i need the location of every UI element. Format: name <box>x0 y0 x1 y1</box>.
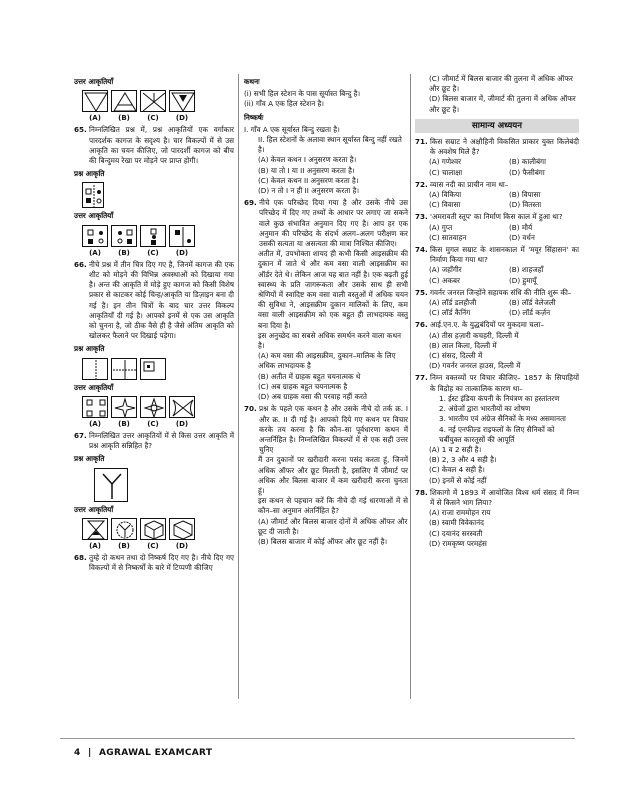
question-72: 72. व्यास नदी का प्राचीन नाम था– <box>415 179 509 189</box>
section-title: सामान्य अध्ययन <box>415 119 579 133</box>
options-73-row2 <box>415 233 579 243</box>
fig-triangle-d <box>169 90 195 112</box>
q65-labels: (A) (B) (C) (D) <box>89 248 189 257</box>
option-73-d[interactable]: (D) वर्धन <box>509 232 535 242</box>
answer-figures-heading-66: उत्तर आकृतियाँ <box>74 382 114 392</box>
options-71-row2 <box>415 168 579 178</box>
option-76-c[interactable]: (C) संसद, दिल्ली में <box>429 351 483 361</box>
options-74-row2 <box>415 276 579 286</box>
option-78-c[interactable]: (C) दयानंद सरस्वती <box>429 528 483 538</box>
statement-70: मैं उन दुकानों पर खरीदारी करना पसंद करता हूं, जिनमें अधिक ऑफर और छूट मिलती है, इसलिए मैं जीमार्ट पर अधिक और बिलस बाजार में कम खरीदारी करना चुनता हूं। <box>258 455 408 495</box>
statement-77-1: 1. ईस्ट इंडिया कंपनी के नियंत्रण का हस्तांतरण <box>439 393 560 403</box>
column-divider-1 <box>238 74 239 699</box>
option-69-a[interactable]: (A) कम वसा की आइसक्रीम, दुकान–मालिक के लिए अधिक लाभदायक है <box>258 351 396 371</box>
question-70: 70. प्रश्न के पहले एक कथन है और उसके नीचे दो तर्क क्र. I और क्र. II दी गई है। आपको दिये गए कथन पर विचार करके तय करना है कि कौन–सा पूर्वधारणा कथन में अन्तर्निहित है। निम्नलिखित विकल्पों में से एक सही उत्तर चुनिए <box>244 404 408 455</box>
page-number: 4 <box>74 748 81 758</box>
fig-66-a <box>82 396 108 418</box>
fig-triangle-b <box>111 90 137 112</box>
option-71-c[interactable]: (C) चालाक्षा <box>429 167 463 177</box>
label-d: (D) <box>175 114 189 123</box>
question-73: 73. 'अमरावती स्तूप' का निर्माण किस काल में हुआ था? <box>415 212 563 222</box>
option-74-b[interactable]: (B) शाहजहाँ <box>509 265 544 275</box>
options-75-row2 <box>415 308 579 318</box>
statement-1: (i) सभी हिल स्टेशन के पास सूर्यास्त बिन्दु है। <box>244 89 361 99</box>
column-2 <box>244 74 408 547</box>
option-70-d[interactable]: (D) बिलस बाजार में, जीमार्ट की तुलना में अधिक ऑफर और छूट है। <box>429 94 576 114</box>
question-75: 75. गवर्नर जनरल जिन्होंने सहायक संधि की नीति शुरू की– <box>415 287 572 297</box>
answer-figures-heading-67: उत्तर आकृतियाँ <box>74 504 114 514</box>
option-77-b[interactable]: (B) 2, 3 और 4 सही है। <box>429 455 497 465</box>
q66-answer-figures <box>82 396 234 418</box>
options-71-row1 <box>415 157 579 167</box>
option-77-c[interactable]: (C) केवल 4 सही है। <box>429 465 485 475</box>
q66-labels: (A) (B) (C) (D) <box>89 419 189 428</box>
option-78-b[interactable]: (B) स्वामी विवेकानंद <box>429 518 484 528</box>
fig-67-d <box>169 518 195 540</box>
option-68-a[interactable]: (A) केवल कथन I अनुसरण करता है। <box>258 155 357 165</box>
question-66: 66. नीचे प्रश्न में तीन चित्र दिए गए है, जिनमें कागज की एक शीट को मोड़ने की विभिन्न अवस्थाओं को दिखाया गया है। अन्त की आकृति में मोड़े हुए कागज को किसी विशेष प्रकार से काटकर कोई चिन्ह/आकृति या डिज़ाइन बना दी गई है। इन तीन चित्रों के बाद चार उत्तर विकल्प आकृतियाँ दी गई है। आपको इनमें से एक उस आकृति को चुनना है, जो ठीक वैसे ही है जैसे अंतिम आकृति को खोलकर फैलाने पर दिखाई पड़ेगा। <box>74 259 234 341</box>
options-74-row1 <box>415 265 579 275</box>
fig-triangle-c <box>140 90 166 112</box>
q65-answer-figures <box>82 225 234 247</box>
option-76-b[interactable]: (B) लाल किला, दिल्ली में <box>429 340 497 350</box>
option-74-c[interactable]: (C) अकबर <box>429 275 460 285</box>
q64-labels <box>82 113 234 123</box>
question-76: 76. आई.एन.ए. के युद्धबंदियों पर मुकदमा चला– <box>415 320 545 330</box>
fig-66-b <box>111 396 137 418</box>
fig-paper <box>82 182 104 208</box>
conclusion-2: II. हिल स्टेशनों के अलावा स्थान सूर्यास्त बिन्दु नहीं रखते है। <box>258 135 402 155</box>
question-77: 77. निम्न वक्तव्यों पर विचार कीजिए– 1857 के सिपाहियों के विद्रोह का तात्कालिक कारण था– <box>415 373 579 393</box>
option-69-d[interactable]: (D) अब ग्राहक वसा की परवाह नहीं करते <box>258 392 368 402</box>
column-1 <box>74 74 234 573</box>
fold-2 <box>111 358 137 380</box>
fig-65-d <box>169 225 195 247</box>
option-75-c[interactable]: (C) लॉर्ड कैनिंग <box>429 308 471 318</box>
option-76-d[interactable]: (D) गवर्नर जनरल हाउस, दिल्ली में <box>429 361 521 371</box>
question-figure-heading: प्रश्न आकृति <box>74 169 105 179</box>
answer-figures-heading-65: उत्तर आकृतियाँ <box>74 211 114 221</box>
option-69-c[interactable]: (C) अब ग्राहक बहुत चयनात्मक है <box>258 381 348 391</box>
question-figure-heading-67: प्रश्न आकृति <box>74 454 105 464</box>
fold-3 <box>140 358 166 380</box>
fold-1 <box>82 358 108 380</box>
question-67: 67. निम्नलिखित उत्तर आकृतियों में से किस उत्तर आकृति में प्रश्न आकृति सन्निहित है? <box>74 431 234 451</box>
option-68-d[interactable]: (D) न तो I न ही II अनुसरण करता है। <box>258 186 360 196</box>
fig-65-c <box>140 225 166 247</box>
option-70-b[interactable]: (B) बिलस बाजार में कोई ऑफर और छूट नहीं है। <box>258 536 388 546</box>
fig-triangle-a <box>82 90 108 112</box>
conclusions-heading: निष्कर्षः <box>244 112 264 122</box>
option-72-c[interactable]: (C) विवासा <box>429 200 461 210</box>
question-71: 71. किस सम्राट ने अक्षौहिनी विकसित प्राकार युक्त किलेबंदी के अवशेष मिले है? <box>415 137 579 157</box>
question-68: 68. तुम्हे दो कथन तथा दो निष्कर्ष दिए गए है। नीचे दिए गए विकल्पों में से निष्कर्षों के बारे में टिप्पणी कीजिए <box>74 553 234 573</box>
question-figures-heading-66: प्रश्न आकृति <box>74 344 105 354</box>
option-68-c[interactable]: (C) केवल कथन II अनुसरण करता है। <box>258 175 359 185</box>
option-77-a[interactable]: (A) 1 व 2 सही है। <box>429 444 482 454</box>
fig-y-shape <box>94 468 128 502</box>
option-78-d[interactable]: (D) रामकृष्ण परमहंस <box>429 538 487 548</box>
option-77-d[interactable]: (D) इनमें से कोई नहीं <box>429 475 487 485</box>
q64-answer-figures <box>82 90 234 112</box>
question-69: 69. नीचे एक परिच्छेद दिया गया है और उसके नीचे उस परिच्छेद में दिए गए तथ्यों के आधार पर लगाए जा सकने वाले कुछ संभावित अनुमान दिए गए है। आप हर एक अनुमान की परिच्छेद के संदर्भ अलग–अलग परीक्षण कर उसकी सत्यता या असत्यता की मात्रा निश्चित कीजिए। <box>244 198 408 249</box>
option-74-d[interactable]: (D) हुमायूँ <box>509 275 537 285</box>
options-72-row1 <box>415 190 579 200</box>
option-71-d[interactable]: (D) फैसीबंगा <box>509 167 545 177</box>
column-divider-2 <box>410 74 411 699</box>
q66-question-figures <box>82 358 234 380</box>
options-72-row2 <box>415 200 579 210</box>
statement-77-2: 2. अंग्रेजों द्वारा भारतीयों का शोषण <box>439 404 531 414</box>
fig-66-c <box>140 396 166 418</box>
options-75-row1 <box>415 298 579 308</box>
option-72-b[interactable]: (B) विपासा <box>509 190 541 200</box>
option-72-a[interactable]: (A) विकिया <box>429 190 462 200</box>
options-73-row1 <box>415 223 579 233</box>
option-71-b[interactable]: (B) कालीबंगा <box>509 157 546 167</box>
footer-rule <box>60 738 575 739</box>
option-70-a[interactable]: (A) जीमार्ट और बिलस बाजार दोनों में अधिक ऑफर और छूट दी जाती है। <box>258 516 408 536</box>
label-c: (C) <box>147 114 159 123</box>
q67-labels: (A) (B) (C) (D) <box>89 541 189 550</box>
option-75-b[interactable]: (B) लॉर्ड वेलेजली <box>509 298 556 308</box>
option-72-d[interactable]: (D) वितस्ता <box>509 200 542 210</box>
statement-77-4: 4. नई एनफील्ड राइफलों के लिए सैनिकों को चर्बीयुक्त कारतूसों की आपूर्ति <box>439 424 555 444</box>
question-78: 78. शिकागो में 1893 में आयोजित विश्व धर्म संसद में निम्न में से किसने भाग लिया? <box>415 487 579 507</box>
question-70-prompt: इस कथन से पहचान करें कि नीचे दी गई धारणाओं में से कौन–सा अनुमान अंतर्निहित है? <box>258 496 408 516</box>
option-76-a[interactable]: (A) तीस हज़ारी कचहरी, दिल्ली में <box>429 330 519 340</box>
fig-67-c <box>140 518 166 540</box>
footer-separator: | <box>88 748 92 758</box>
question-69-prompt: इस अनुच्छेद का सबसे अधिक समर्थन करने वाला कथन है। <box>258 330 402 351</box>
option-75-d[interactable]: (D) लॉर्ड कर्ज़न <box>509 308 551 318</box>
statement-77-3: 3. भारतीय एवं अंग्रेज सैनिकों के मध्य असमानता <box>439 414 566 424</box>
option-73-a[interactable]: (A) गुप्त <box>429 222 453 232</box>
option-78-a[interactable]: (A) राजा राममोहन राय <box>429 508 491 518</box>
option-68-b[interactable]: (B) या तो I या II अनुसरण करता है। <box>258 165 355 175</box>
passage-69: अतीत में, उपभोक्ता शायद ही कभी किसी आइसक्रीम की दुकान में जाते थे और कम वसा वाली आइसक्रीम का ऑर्डर देते थे। लेकिन आज यह बात नहीं है। एक बढ़ती हुई स्वास्थ्य के प्रति जागरूकता और उसके साथ ही सभी श्रेणियों में स्वादिष्ट कम वसा वाली वस्तुओं में अधिक चयन की सुविधा ने, आइसक्रीम दुकान मालिकों के लिए, कम वसा वाली आइसक्रीम को एक बहुत ही लाभदायक वस्तु बना दिया है। <box>258 249 408 330</box>
label-a: (A) <box>89 114 101 123</box>
fig-66-d <box>169 396 195 418</box>
q67-answer-figures <box>82 518 234 540</box>
fig-65-b <box>111 225 137 247</box>
question-74: 74. किस मुगल सम्राट के शासनकाल में 'मयूर सिंहासन' का निर्माण किया गया था? <box>415 245 579 265</box>
fig-67-a <box>82 518 108 540</box>
fig-65-a <box>82 225 108 247</box>
conclusion-1: I. गाँव A एक सूर्यास्त बिन्दु रखता है। <box>244 124 340 134</box>
option-74-a[interactable]: (A) जहाँगीर <box>429 265 462 275</box>
statements-heading: कथनः <box>244 77 260 86</box>
option-70-c[interactable]: (C) जीमार्ट में बिलस बाजार की तुलना में अधिक ऑफर और छूट है। <box>429 74 573 94</box>
brand-name: AGRAWAL EXAMCART <box>99 748 213 758</box>
option-71-a[interactable]: (A) गणेश्वर <box>429 157 462 167</box>
q65-question-figure <box>82 182 234 208</box>
statement-2: (ii) गाँव A एक हिल स्टेशन है। <box>244 99 325 109</box>
q67-question-figure <box>82 468 234 502</box>
question-65: 65. निम्नलिखित प्रश्न में, प्रश्न आकृतियों एक वर्गाकार पारदर्शक कागज के सदृश्य है। चार विकल्पों में से उस आकृति का चयन कीजिए, जो पारदर्शी कागज को बीच की बिन्दुमय रेखा पर मोड़ने पर प्राप्त होगी। <box>74 125 234 166</box>
option-73-c[interactable]: (C) सातवाहन <box>429 232 467 242</box>
option-73-b[interactable]: (B) मौर्य <box>509 222 533 232</box>
label-b: (B) <box>118 114 130 123</box>
option-69-b[interactable]: (B) अतीत में ग्राहक बहुत चयनात्मक थे <box>258 371 361 381</box>
answer-figures-heading: उत्तर आकृतियाँ <box>74 77 114 86</box>
column-3 <box>415 74 579 549</box>
option-75-a[interactable]: (A) लॉर्ड डलहौजी <box>429 298 477 308</box>
fig-67-b <box>111 518 137 540</box>
page-footer <box>74 748 212 758</box>
